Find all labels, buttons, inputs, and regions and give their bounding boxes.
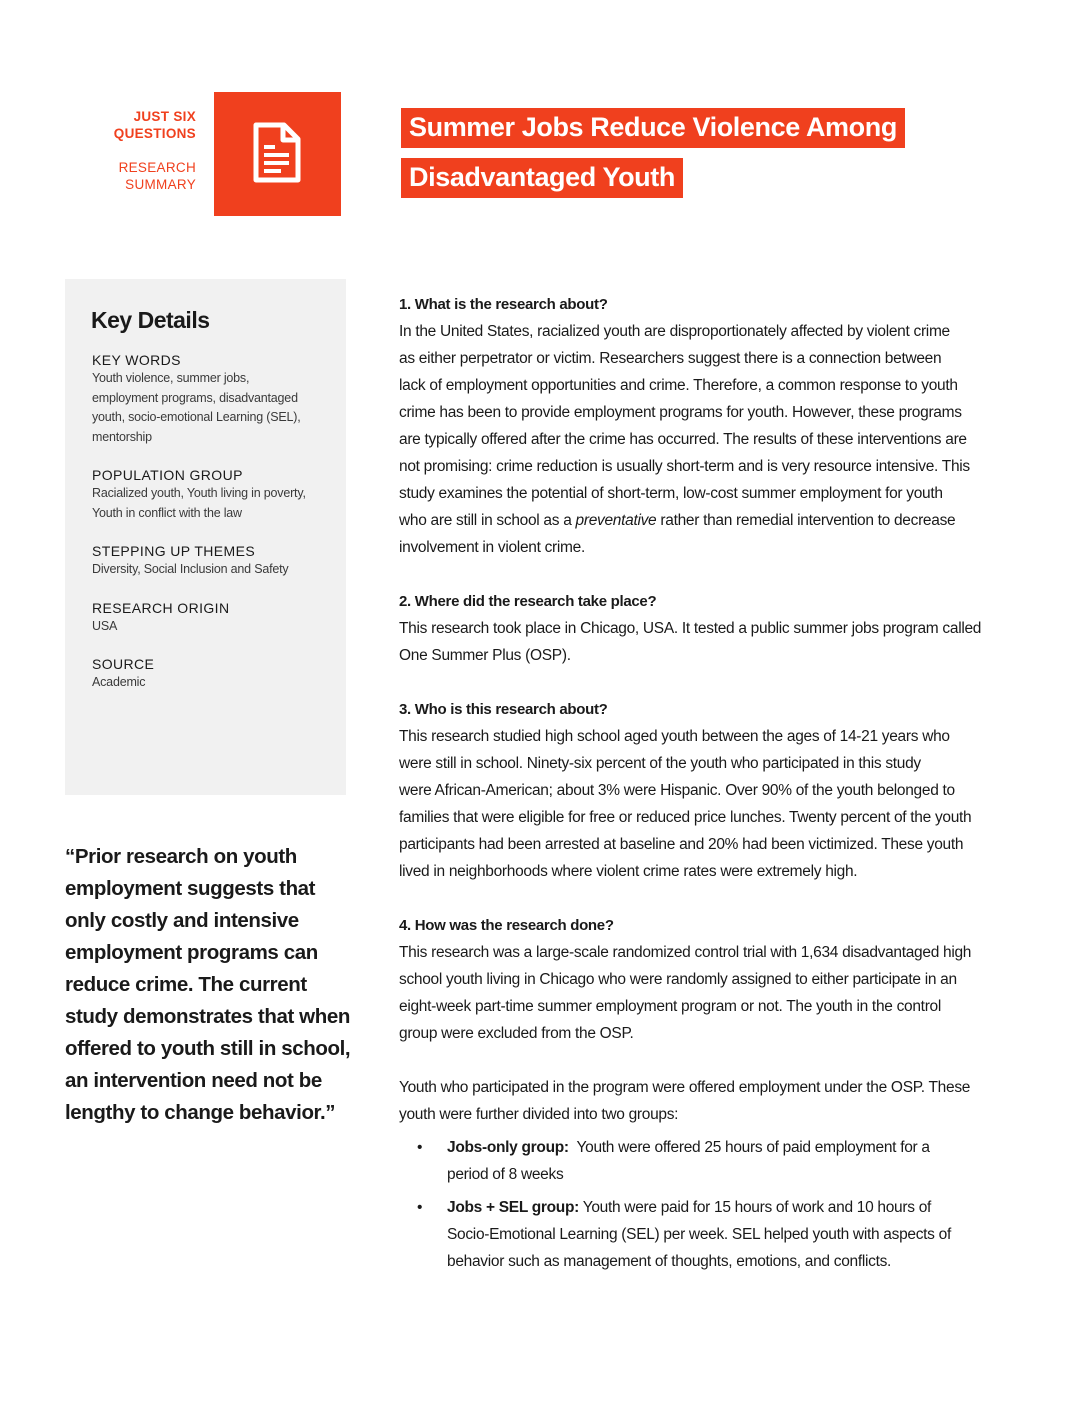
key-details-title: Key Details: [91, 307, 210, 333]
themes-group: [92, 542, 328, 580]
themes-label: STEPPING UP THEMES: [92, 543, 256, 559]
population-group-label: POPULATION GROUP: [92, 467, 243, 483]
bullet-glyph: •: [417, 1139, 423, 1156]
population-group: [92, 466, 328, 523]
body-line: school youth living in Chicago who were randomly assigned to either participate in an: [399, 971, 957, 988]
title-line-1: Summer Jobs Reduce Violence Among: [401, 108, 905, 148]
source-value: Academic: [92, 675, 146, 689]
key-words-group: [92, 351, 328, 447]
bullet-text: behavior such as management of thoughts, emotions, and conflicts.: [447, 1253, 892, 1270]
quote-line: employment programs can: [65, 941, 318, 964]
list-item-jobs-sel: [399, 1194, 1011, 1275]
body-line: not promising: crime reduction is usually short-term and is very resource intensive. This: [399, 458, 970, 475]
page-title: [401, 108, 905, 208]
bullet-term: Jobs-only group:: [447, 1139, 569, 1156]
key-words-value-line: employment programs, disadvantaged: [92, 390, 298, 405]
body-line: youth were further divided into two groups:: [399, 1106, 679, 1123]
bullet-text: period of 8 weeks: [447, 1166, 564, 1183]
section-how: [399, 912, 1011, 1275]
brand-line-3: RESEARCH: [118, 160, 196, 175]
main-content: [399, 291, 1011, 1302]
bullet-text: Youth were paid for 15 hours of work and 10 hours of: [578, 1199, 932, 1216]
body-line: were African-American; about 3% were Hispanic. Over 90% of the youth belonged to: [399, 782, 955, 799]
body-line: crime has been to provide employment programs for youth. However, these programs: [399, 404, 962, 421]
quote-line: reduce crime. The current: [65, 973, 307, 996]
quote-line: only costly and intensive: [65, 909, 299, 932]
section-heading: 2. Where did the research take place?: [399, 593, 657, 610]
body-line: This research took place in Chicago, USA. It tested a public summer jobs program called: [399, 620, 982, 637]
body-line: [399, 507, 1011, 534]
research-origin-label: RESEARCH ORIGIN: [92, 599, 230, 616]
brand-line-1: JUST SIX: [133, 109, 196, 124]
brand-label: [100, 108, 196, 193]
body-line: lack of employment opportunities and crime. Therefore, a common response to youth: [399, 377, 958, 394]
paragraph-spacer: [399, 1047, 1011, 1074]
section-where: [399, 588, 1011, 669]
bullet-text: Socio-Emotional Learning (SEL) per week. SEL helped youth with aspects of: [447, 1226, 951, 1243]
key-details-groups: [92, 351, 328, 712]
body-line: This research was a large-scale randomized control trial with 1,634 disadvantaged high: [399, 944, 972, 961]
body-line: participants had been arrested at baseline and 20% had been victimized. These youth: [399, 836, 964, 853]
pull-quote: [65, 841, 365, 1129]
section-who: [399, 696, 1011, 885]
bullet-term: Jobs + SEL group:: [447, 1199, 579, 1216]
section-heading: 3. Who is this research about?: [399, 701, 608, 718]
source-label: SOURCE: [92, 656, 155, 672]
body-text: who are still in school as a: [399, 512, 576, 529]
key-details-panel: [65, 279, 346, 795]
quote-line: an intervention need not be: [65, 1069, 322, 1092]
quote-line: employment suggests that: [65, 877, 316, 900]
body-line: lived in neighborhoods where violent crime rates were extremely high.: [399, 863, 858, 880]
body-line: group were excluded from the OSP.: [399, 1025, 634, 1042]
document-icon: [252, 122, 302, 184]
body-line: are typically offered after the crime has occurred. The results of these interventions are: [399, 431, 967, 448]
body-line: One Summer Plus (OSP).: [399, 647, 571, 664]
quote-line: study demonstrates that when: [65, 1005, 350, 1028]
body-line: In the United States, racialized youth are disproportionately affected by violent crime: [399, 323, 950, 340]
body-line: eight-week part-time summer employment program or not. The youth in the control: [399, 998, 942, 1015]
quote-line: offered to youth still in school,: [65, 1037, 351, 1060]
key-words-value-line: mentorship: [92, 429, 152, 444]
body-line: study examines the potential of short-term, low-cost summer employment for youth: [399, 485, 943, 502]
key-words-value-line: Youth violence, summer jobs,: [92, 371, 250, 385]
body-line: involvement in violent crime.: [399, 539, 585, 556]
quote-line: lengthy to change behavior.”: [65, 1101, 336, 1124]
body-line: were still in school. Ninety-six percent of the youth who participated in this study: [399, 755, 921, 772]
groups-list: [399, 1134, 1011, 1275]
quote-line: “Prior research on youth: [65, 845, 297, 868]
body-line: Youth who participated in the program were offered employment under the OSP. These: [399, 1079, 971, 1096]
section-heading: 4. How was the research done?: [399, 917, 614, 934]
title-line-2: Disadvantaged Youth: [401, 158, 683, 198]
body-line: families that were eligible for free or reduced price lunches. Twenty percent of the youth: [399, 809, 972, 826]
brand-line-2: QUESTIONS: [113, 126, 196, 141]
population-group-value-line: Youth in conflict with the law: [92, 505, 242, 520]
body-line: This research studied high school aged youth between the ages of 14-21 years who: [399, 728, 950, 745]
section-heading: 1. What is the research about?: [399, 296, 608, 313]
section-research-about: [399, 291, 1011, 561]
list-item-jobs-only: [399, 1134, 1011, 1188]
population-group-value-line: Racialized youth, Youth living in poverty,: [92, 486, 306, 500]
source-group: [92, 655, 328, 693]
body-text: rather than remedial intervention to decrease: [656, 512, 956, 529]
bullet-text: Youth were offered 25 hours of paid employment for a: [568, 1139, 930, 1156]
themes-value: Diversity, Social Inclusion and Safety: [92, 562, 289, 576]
body-line: as either perpetrator or victim. Researchers suggest there is a connection between: [399, 350, 942, 367]
research-origin-value: USA: [92, 618, 118, 633]
document-icon-box: [214, 92, 341, 216]
brand-line-4: SUMMARY: [125, 177, 196, 192]
key-words-value-line: youth, socio-emotional Learning (SEL),: [92, 410, 301, 424]
bullet-glyph: •: [417, 1199, 423, 1216]
key-words-label: KEY WORDS: [92, 352, 181, 368]
research-origin-group: [92, 599, 328, 637]
emphasis-preventative: preventative: [575, 512, 657, 529]
